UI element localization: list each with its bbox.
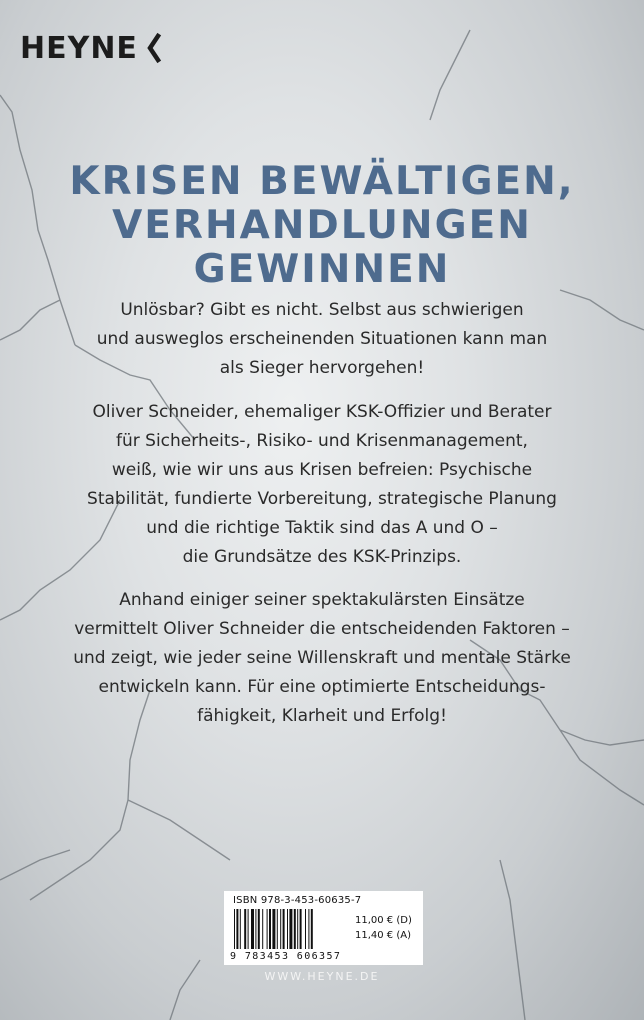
blurb-line: entwickeln kann. Für eine optimierte Entscheidungs- xyxy=(98,677,546,697)
headline xyxy=(0,160,644,292)
blurb-paragraph-author xyxy=(40,398,604,572)
blurb-line: Stabilität, fundierte Vorbereitung, strategische Planung xyxy=(87,489,557,509)
publisher-logo-text: HEYNE xyxy=(20,30,138,66)
publisher-website: WWW.HEYNE.DE xyxy=(264,970,380,983)
blurb-line: und ausweglos erscheinenden Situationen kann man xyxy=(96,329,548,349)
blurb-line: für Sicherheits-, Risiko- und Krisenmanagement, xyxy=(116,431,528,451)
blurb-line: und zeigt, wie jeder seine Willenskraft und mentale Stärke xyxy=(73,648,571,668)
blurb-line: Anhand einiger seiner spektakulärsten Einsätze xyxy=(119,590,525,610)
blurb-line: und die richtige Taktik sind das A und O – xyxy=(146,518,498,538)
blurb-line: fähigkeit, Klarheit und Erfolg! xyxy=(197,706,447,726)
isbn-label: ISBN 978-3-453-60635-7 xyxy=(233,895,362,906)
blurb-line: vermittelt Oliver Schneider die entscheidenden Faktoren – xyxy=(74,619,570,639)
headline-line: GEWINNEN xyxy=(193,247,451,292)
headline-line: VERHANDLUNGEN xyxy=(112,203,532,248)
blurb-line: weiß, wie wir uns aus Krisen befreien: Psychische xyxy=(111,460,533,480)
price-austria: 11,40 € (A) xyxy=(355,930,411,941)
blurb-line: als Sieger hervorgehen! xyxy=(219,358,425,378)
headline-line: KRISEN BEWÄLTIGEN, xyxy=(69,159,575,204)
barcode-box xyxy=(224,891,423,965)
heyne-chevron-icon xyxy=(140,30,170,66)
barcode-bars xyxy=(228,907,346,951)
blurb-paragraph-intro xyxy=(40,296,604,383)
price-germany: 11,00 € (D) xyxy=(355,915,412,926)
publisher-logo xyxy=(20,30,170,66)
barcode-number: 9 783453 606357 xyxy=(230,951,342,962)
blurb-line: die Grundsätze des KSK-Prinzips. xyxy=(182,547,462,567)
blurb-paragraph-summary xyxy=(40,586,604,731)
blurb-line: Unlösbar? Gibt es nicht. Selbst aus schwierigen xyxy=(120,300,524,320)
blurb-line: Oliver Schneider, ehemaliger KSK-Offizier und Berater xyxy=(92,402,552,422)
